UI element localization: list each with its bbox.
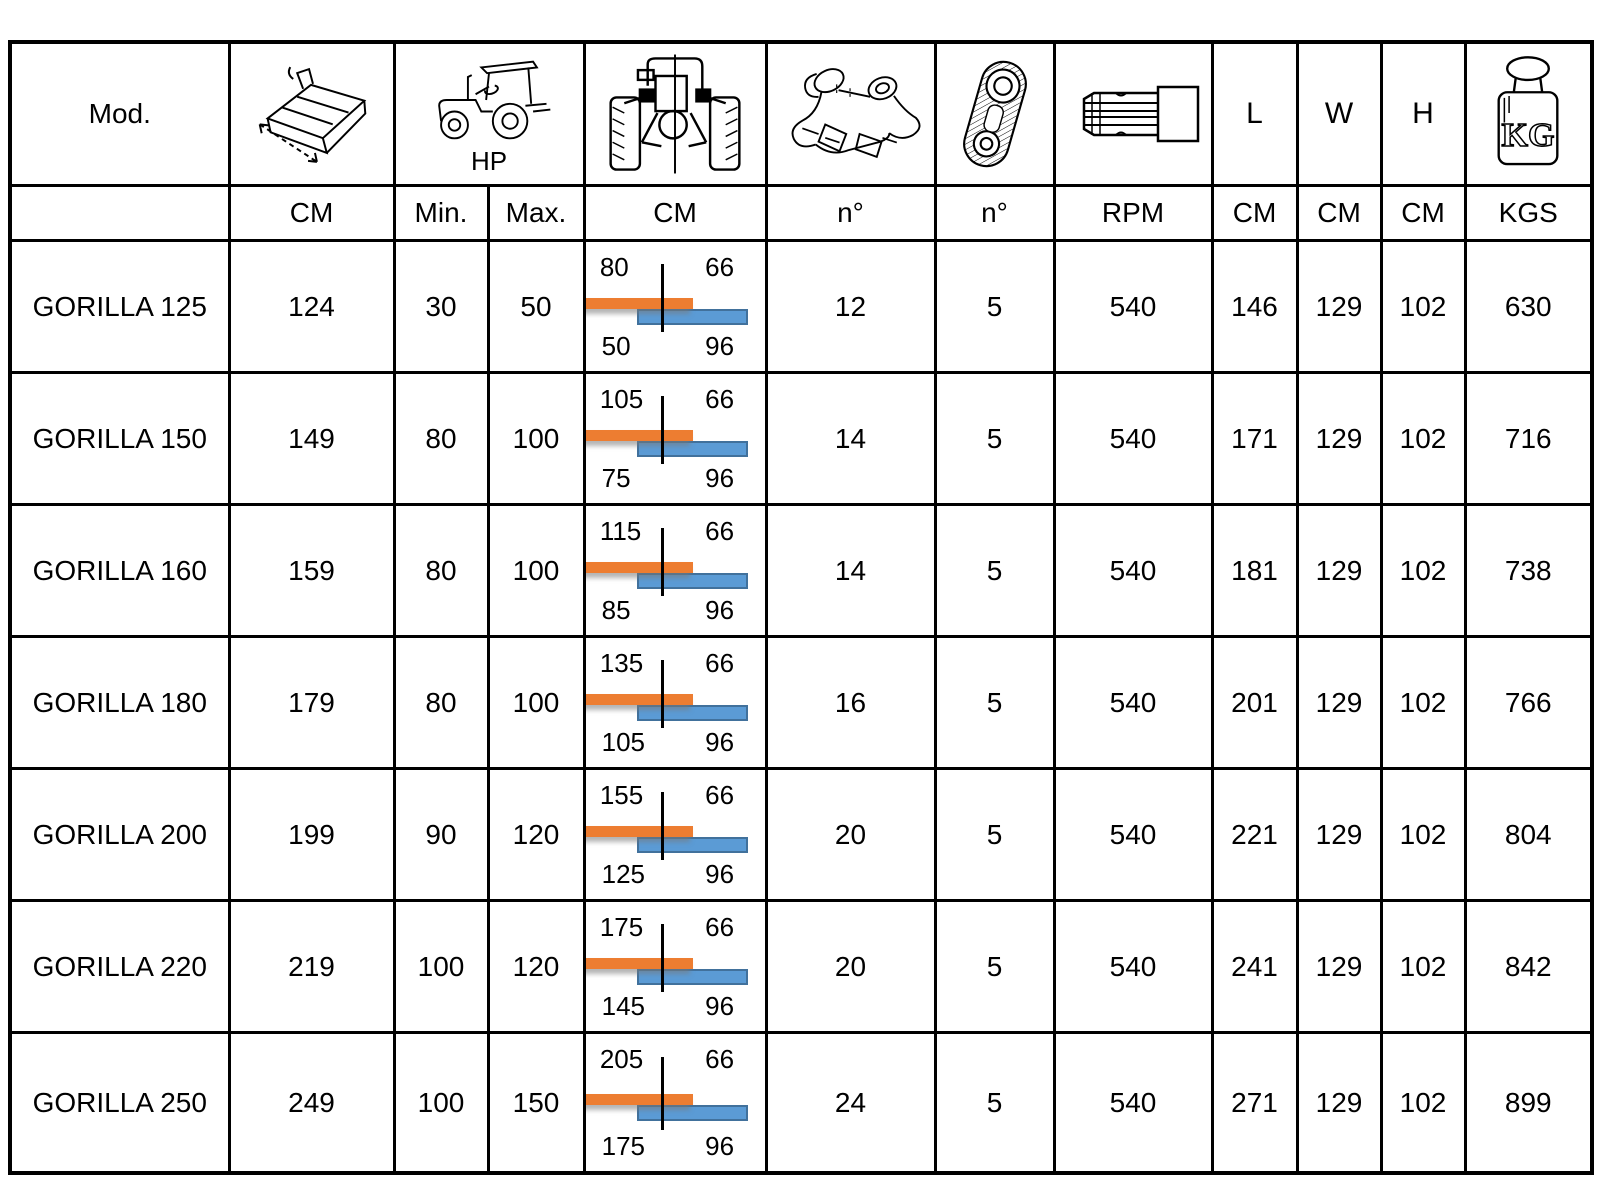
header-offset-cell bbox=[584, 42, 766, 186]
hp-min-cell: 30 bbox=[394, 241, 488, 373]
table-row bbox=[10, 505, 1592, 637]
unit-h-cell: CM bbox=[1381, 186, 1465, 241]
table-row bbox=[10, 1033, 1592, 1174]
offset-orange-bar bbox=[584, 958, 693, 969]
offset-orange-bar bbox=[584, 298, 693, 309]
header-l-cell bbox=[1212, 42, 1297, 186]
offset-center-line bbox=[661, 1057, 664, 1130]
hp-max-cell: 120 bbox=[488, 769, 584, 901]
unit-mod-cell bbox=[10, 186, 229, 241]
height-cell: 102 bbox=[1381, 1033, 1465, 1174]
width-cell: 129 bbox=[1297, 505, 1381, 637]
rpm-cell: 540 bbox=[1054, 241, 1212, 373]
height-cell: 102 bbox=[1381, 241, 1465, 373]
flails-cell: 24 bbox=[766, 1033, 935, 1174]
height-cell: 102 bbox=[1381, 901, 1465, 1033]
offset-blue-bar bbox=[637, 969, 748, 985]
offset-blue-bar bbox=[637, 573, 748, 589]
offset-orange-bar bbox=[584, 430, 693, 441]
width-cell: 129 bbox=[1297, 1033, 1381, 1174]
h-label: H bbox=[1412, 97, 1434, 130]
width-cell: 129 bbox=[1297, 901, 1381, 1033]
model-cell: GORILLA 125 bbox=[10, 241, 229, 373]
height-cell: 102 bbox=[1381, 637, 1465, 769]
w-label: W bbox=[1324, 97, 1354, 130]
table-row bbox=[10, 241, 1592, 373]
length-cell: 271 bbox=[1212, 1033, 1297, 1174]
header-pto-cell bbox=[1054, 42, 1212, 186]
offset-center-line bbox=[661, 660, 664, 728]
offset-top-right-value: 66 bbox=[705, 1044, 735, 1074]
hp-max-cell: 50 bbox=[488, 241, 584, 373]
width-cell: 129 bbox=[1297, 769, 1381, 901]
offset-diagram bbox=[586, 902, 765, 1031]
offset-blue-bar bbox=[637, 309, 748, 325]
offset-bottom-right-value: 96 bbox=[705, 859, 735, 889]
hp-min-cell: 80 bbox=[394, 637, 488, 769]
rpm-cell: 540 bbox=[1054, 637, 1212, 769]
flails-cell: 12 bbox=[766, 241, 935, 373]
belts-cell: 5 bbox=[935, 373, 1054, 505]
unit-offset-cell: CM bbox=[584, 186, 766, 241]
offset-orange-bar bbox=[584, 562, 693, 573]
hp-min-cell: 90 bbox=[394, 769, 488, 901]
model-cell: GORILLA 200 bbox=[10, 769, 229, 901]
offset-center-line bbox=[661, 924, 664, 992]
rpm-cell: 540 bbox=[1054, 373, 1212, 505]
offset-bottom-left-value: 50 bbox=[601, 331, 631, 361]
cutting-width-cell: 159 bbox=[229, 505, 394, 637]
table-row bbox=[10, 769, 1592, 901]
header-belts-cell bbox=[935, 42, 1054, 186]
cutting-width-cell: 179 bbox=[229, 637, 394, 769]
offset-diagram bbox=[586, 506, 765, 635]
offset-center-line bbox=[661, 792, 664, 860]
offset-cell bbox=[584, 637, 766, 769]
weight-cell: 842 bbox=[1465, 901, 1592, 1033]
height-cell: 102 bbox=[1381, 505, 1465, 637]
belts-cell: 5 bbox=[935, 241, 1054, 373]
belts-cell: 5 bbox=[935, 1033, 1054, 1174]
cutting-width-cell: 199 bbox=[229, 769, 394, 901]
width-cell: 129 bbox=[1297, 637, 1381, 769]
offset-top-right-value: 66 bbox=[705, 648, 735, 678]
height-cell: 102 bbox=[1381, 769, 1465, 901]
hp-max-cell: 120 bbox=[488, 901, 584, 1033]
unit-cutting-width-cell: CM bbox=[229, 186, 394, 241]
header-h-cell bbox=[1381, 42, 1465, 186]
length-cell: 221 bbox=[1212, 769, 1297, 901]
pto-shaft-icon bbox=[1058, 59, 1208, 169]
offset-center-line bbox=[661, 264, 664, 332]
belt-link-icon bbox=[949, 51, 1041, 177]
offset-diagram bbox=[586, 374, 765, 503]
offset-bottom-right-value: 96 bbox=[705, 331, 735, 361]
hp-min-cell: 100 bbox=[394, 1033, 488, 1174]
hp-min-cell: 100 bbox=[394, 901, 488, 1033]
length-cell: 146 bbox=[1212, 241, 1297, 373]
flails-cell: 14 bbox=[766, 505, 935, 637]
units-row bbox=[10, 186, 1592, 241]
header-weight-cell bbox=[1465, 42, 1592, 186]
model-cell: GORILLA 160 bbox=[10, 505, 229, 637]
belts-cell: 5 bbox=[935, 637, 1054, 769]
offset-top-left-value: 205 bbox=[599, 1044, 644, 1074]
offset-top-left-value: 175 bbox=[599, 912, 644, 942]
flails-cell: 14 bbox=[766, 373, 935, 505]
offset-top-right-value: 66 bbox=[705, 252, 735, 282]
offset-blue-bar bbox=[637, 1105, 748, 1121]
offset-bottom-left-value: 175 bbox=[601, 1131, 645, 1161]
belts-cell: 5 bbox=[935, 505, 1054, 637]
offset-bottom-right-value: 96 bbox=[705, 991, 735, 1021]
unit-weight-cell: KGS bbox=[1465, 186, 1592, 241]
offset-top-left-value: 105 bbox=[599, 384, 644, 414]
offset-cell bbox=[584, 901, 766, 1033]
offset-diagram bbox=[586, 242, 765, 371]
offset-cell bbox=[584, 373, 766, 505]
flail-mower-icon bbox=[238, 56, 386, 172]
length-cell: 181 bbox=[1212, 505, 1297, 637]
belts-cell: 5 bbox=[935, 769, 1054, 901]
offset-center-line bbox=[661, 396, 664, 464]
unit-pto-cell: RPM bbox=[1054, 186, 1212, 241]
offset-orange-bar bbox=[584, 1094, 693, 1105]
offset-bottom-left-value: 105 bbox=[601, 727, 645, 757]
unit-flails-cell: n° bbox=[766, 186, 935, 241]
flail-hammer-icon bbox=[776, 52, 926, 176]
header-cutting-width-cell bbox=[229, 42, 394, 186]
model-cell: GORILLA 250 bbox=[10, 1033, 229, 1174]
offset-cell bbox=[584, 241, 766, 373]
weight-kg-icon bbox=[1476, 51, 1580, 177]
unit-belts-cell: n° bbox=[935, 186, 1054, 241]
hp-label: HP bbox=[470, 146, 508, 176]
header-tractor-power-cell bbox=[394, 42, 584, 186]
unit-l-cell: CM bbox=[1212, 186, 1297, 241]
offset-diagram bbox=[586, 638, 765, 767]
header-flails-cell bbox=[766, 42, 935, 186]
offset-top-right-value: 66 bbox=[705, 912, 735, 942]
offset-top-left-value: 80 bbox=[599, 252, 629, 282]
belts-cell: 5 bbox=[935, 901, 1054, 1033]
offset-top-right-value: 66 bbox=[705, 780, 735, 810]
offset-bottom-left-value: 145 bbox=[601, 991, 645, 1021]
weight-cell: 804 bbox=[1465, 769, 1592, 901]
weight-cell: 716 bbox=[1465, 373, 1592, 505]
mod-label: Mod. bbox=[88, 98, 151, 129]
hp-max-cell: 100 bbox=[488, 637, 584, 769]
offset-bottom-right-value: 96 bbox=[705, 463, 735, 493]
model-cell: GORILLA 180 bbox=[10, 637, 229, 769]
flails-cell: 20 bbox=[766, 769, 935, 901]
hp-max-cell: 150 bbox=[488, 1033, 584, 1174]
offset-bottom-left-value: 85 bbox=[601, 595, 631, 625]
offset-blue-bar bbox=[637, 837, 748, 853]
offset-diagram bbox=[586, 1034, 765, 1171]
tractor-side-icon bbox=[423, 54, 555, 146]
table-row bbox=[10, 373, 1592, 505]
offset-top-left-value: 155 bbox=[599, 780, 644, 810]
spec-table bbox=[8, 40, 1594, 1175]
offset-diagram bbox=[586, 770, 765, 899]
width-cell: 129 bbox=[1297, 373, 1381, 505]
width-cell: 129 bbox=[1297, 241, 1381, 373]
rpm-cell: 540 bbox=[1054, 769, 1212, 901]
weight-cell: 899 bbox=[1465, 1033, 1592, 1174]
length-cell: 171 bbox=[1212, 373, 1297, 505]
offset-top-left-value: 135 bbox=[599, 648, 644, 678]
cutting-width-cell: 149 bbox=[229, 373, 394, 505]
offset-bottom-right-value: 96 bbox=[705, 727, 735, 757]
flails-cell: 16 bbox=[766, 637, 935, 769]
height-cell: 102 bbox=[1381, 373, 1465, 505]
cutting-width-cell: 249 bbox=[229, 1033, 394, 1174]
offset-cell bbox=[584, 769, 766, 901]
cutting-width-cell: 124 bbox=[229, 241, 394, 373]
offset-cell bbox=[584, 1033, 766, 1174]
svg-text:KG: KG bbox=[1501, 117, 1555, 155]
rpm-cell: 540 bbox=[1054, 1033, 1212, 1174]
header-w-cell bbox=[1297, 42, 1381, 186]
offset-orange-bar bbox=[584, 826, 693, 837]
weight-cell: 738 bbox=[1465, 505, 1592, 637]
weight-cell: 766 bbox=[1465, 637, 1592, 769]
rpm-cell: 540 bbox=[1054, 505, 1212, 637]
model-cell: GORILLA 220 bbox=[10, 901, 229, 1033]
hp-min-cell: 80 bbox=[394, 505, 488, 637]
offset-top-left-value: 115 bbox=[599, 516, 642, 546]
rpm-cell: 540 bbox=[1054, 901, 1212, 1033]
header-icon-row bbox=[10, 42, 1592, 186]
offset-orange-bar bbox=[584, 694, 693, 705]
header-mod-cell bbox=[10, 42, 229, 186]
hp-max-cell: 100 bbox=[488, 505, 584, 637]
offset-bottom-left-value: 125 bbox=[601, 859, 645, 889]
offset-top-right-value: 66 bbox=[705, 516, 735, 546]
model-cell: GORILLA 150 bbox=[10, 373, 229, 505]
hp-max-cell: 100 bbox=[488, 373, 584, 505]
length-cell: 241 bbox=[1212, 901, 1297, 1033]
offset-bottom-right-value: 96 bbox=[705, 1131, 735, 1161]
l-label: L bbox=[1246, 97, 1263, 130]
weight-cell: 630 bbox=[1465, 241, 1592, 373]
offset-blue-bar bbox=[637, 705, 748, 721]
unit-hp-max-cell: Max. bbox=[488, 186, 584, 241]
unit-w-cell: CM bbox=[1297, 186, 1381, 241]
offset-center-line bbox=[661, 528, 664, 596]
offset-bottom-left-value: 75 bbox=[601, 463, 631, 493]
offset-blue-bar bbox=[637, 441, 748, 457]
offset-top-right-value: 66 bbox=[705, 384, 735, 414]
table-row bbox=[10, 637, 1592, 769]
flails-cell: 20 bbox=[766, 901, 935, 1033]
cutting-width-cell: 219 bbox=[229, 901, 394, 1033]
offset-bottom-right-value: 96 bbox=[705, 595, 735, 625]
table-row bbox=[10, 901, 1592, 1033]
unit-hp-min-cell: Min. bbox=[394, 186, 488, 241]
tractor-rear-icon bbox=[597, 50, 753, 178]
offset-cell bbox=[584, 505, 766, 637]
hp-min-cell: 80 bbox=[394, 373, 488, 505]
length-cell: 201 bbox=[1212, 637, 1297, 769]
